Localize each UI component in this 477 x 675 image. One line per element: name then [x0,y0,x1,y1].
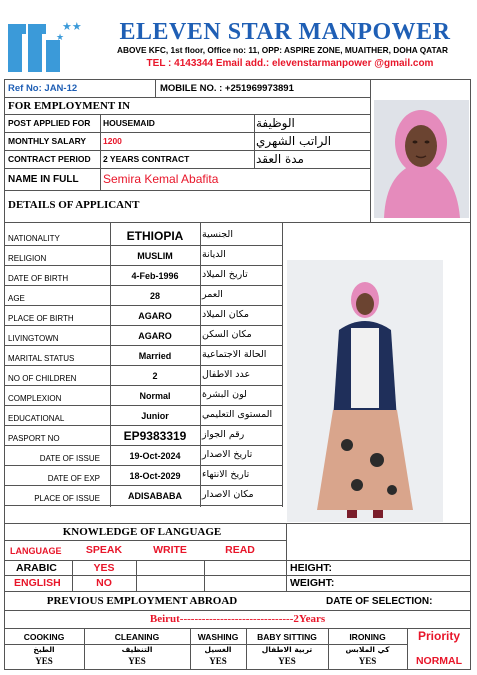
skill-arabic: الغسيل [204,645,232,654]
detail-label: PLACE OF ISSUE [34,493,100,503]
detail-label: DATE OF EXP [47,473,100,483]
detail-value: 2 [152,371,158,381]
height-label: HEIGHT: [290,562,332,574]
detail-label: RELIGION [8,253,47,263]
detail-label: NO OF CHILDREN [8,373,77,383]
detail-arabic: مكان الميلاد [202,308,250,320]
detail-label: DATE OF BIRTH [8,273,69,283]
detail-value: Junior [141,411,169,421]
detail-label: AGE [8,293,25,303]
detail-arabic: مكان السكن [202,328,252,340]
detail-value: Normal [139,391,171,401]
skill-label: BABY SITTING [257,632,317,642]
skill-arabic: التنظيف [121,645,153,654]
detail-label: PASPORT NO [8,433,60,443]
skill-value: YES [278,656,296,666]
company-contact: TEL : 4143344 Email add.: elevenstarmanpower @gmail.com [146,58,434,69]
detail-value: MUSLIM [137,251,173,261]
name-value: Semira Kemal Abafita [103,172,219,186]
date-of-selection-label: DATE OF SELECTION: [326,595,433,607]
skill-value: YES [209,656,227,666]
ref-number: Ref No: JAN-12 [8,82,78,94]
detail-label: MARITAL STATUS [8,353,75,363]
detail-value: ETHIOPIA [126,229,184,243]
speak-col-header: SPEAK [85,544,123,556]
company-address: ABOVE KFC, 1st floor, Office no: 11, OPP: ASPIRE ZONE, MUAITHER, DOHA QATAR [117,45,448,55]
previous-employment-line: Beirut-------------------------------2Years [149,613,326,625]
contract-label: CONTRACT PERIOD [8,154,91,164]
language-heading: KNOWLEDGE OF LANGUAGE [62,526,222,538]
detail-value: AGARO [138,331,172,341]
details-heading: DETAILS OF APPLICANT [8,199,140,211]
detail-value: 28 [149,291,160,301]
svg-text:★★: ★★ [62,20,82,33]
language-english: ENGLISH [14,577,61,589]
language-arabic: ARABIC [16,562,57,574]
company-name: ELEVEN STAR MANPOWER [119,18,451,45]
mobile-number: MOBILE NO. : +251969973891 [160,82,294,94]
post-applied-label: POST APPLIED FOR [8,118,91,128]
detail-value: ADISABABA [128,491,182,501]
detail-arabic: مكان الاصدار [202,488,254,500]
skill-label: CLEANING [114,632,160,642]
detail-arabic: تاريخ الميلاد [202,268,248,280]
priority-value: NORMAL [415,655,463,667]
english-speak: NO [96,577,112,589]
detail-value: AGARO [138,311,172,321]
write-col-header: WRITE [153,544,187,556]
detail-label: COMPLEXION [8,393,62,403]
contract-arabic: مدة العقد [256,152,304,166]
name-label: NAME IN FULL [8,173,79,185]
read-col-header: READ [225,544,255,556]
detail-arabic: المستوى التعليمي [202,408,273,420]
detail-label: EDUCATIONAL [8,413,65,423]
detail-arabic: لون البشرة [202,388,247,400]
detail-label: LIVINGTOWN [8,333,59,343]
detail-arabic: تاريخ الانتهاء [202,468,250,480]
salary-value: 1200 [103,136,122,146]
weight-label: WEIGHT: [290,577,335,589]
detail-arabic: الديانة [202,248,226,260]
language-col-header: LANGUAGE [10,546,62,556]
detail-arabic: رقم الجواز [202,428,245,440]
detail-arabic: عدد الاطفال [202,368,251,380]
detail-arabic: تاريخ الاصدار [202,448,253,460]
detail-value: 4-Feb-1996 [131,271,179,281]
skill-label: WASHING [197,632,239,642]
post-applied-arabic: الوظيفة [256,116,295,130]
detail-value: 18-Oct-2029 [129,471,181,481]
skill-arabic: الطبخ [33,645,55,654]
company-logo [6,18,82,74]
skill-value: YES [35,656,53,666]
svg-text:★: ★ [56,33,65,43]
detail-arabic: الجنسية [202,228,233,240]
detail-value: Married [138,351,172,361]
skill-arabic: تربية الاطفال [261,645,313,654]
detail-label: NATIONALITY [8,233,60,243]
skill-value: YES [128,656,146,666]
detail-value: 19-Oct-2024 [129,451,181,461]
skill-label: COOKING [23,632,65,642]
skill-arabic: كي الملابس [345,645,390,654]
detail-label: DATE OF ISSUE [39,453,100,463]
passport-photo [374,100,469,218]
detail-value: EP9383319 [123,429,187,443]
skill-label: IRONING [349,632,386,642]
full-body-photo [287,260,443,522]
arabic-speak: YES [93,562,115,574]
employment-heading: FOR EMPLOYMENT IN [8,100,131,112]
post-applied-value: HOUSEMAID [103,118,155,128]
previous-heading: PREVIOUS EMPLOYMENT ABROAD [46,595,238,607]
salary-arabic: الراتب الشهري [256,134,332,148]
detail-arabic: العمر [202,288,223,300]
salary-label: MONTHLY SALARY [8,136,87,146]
skill-value: YES [358,656,377,666]
detail-label: PLACE OF BIRTH [8,313,74,323]
contract-value: 2 YEARS CONTRACT [103,154,190,164]
detail-arabic: الحالة الاجتماعية [202,348,267,360]
priority-label: Priority [417,629,460,643]
